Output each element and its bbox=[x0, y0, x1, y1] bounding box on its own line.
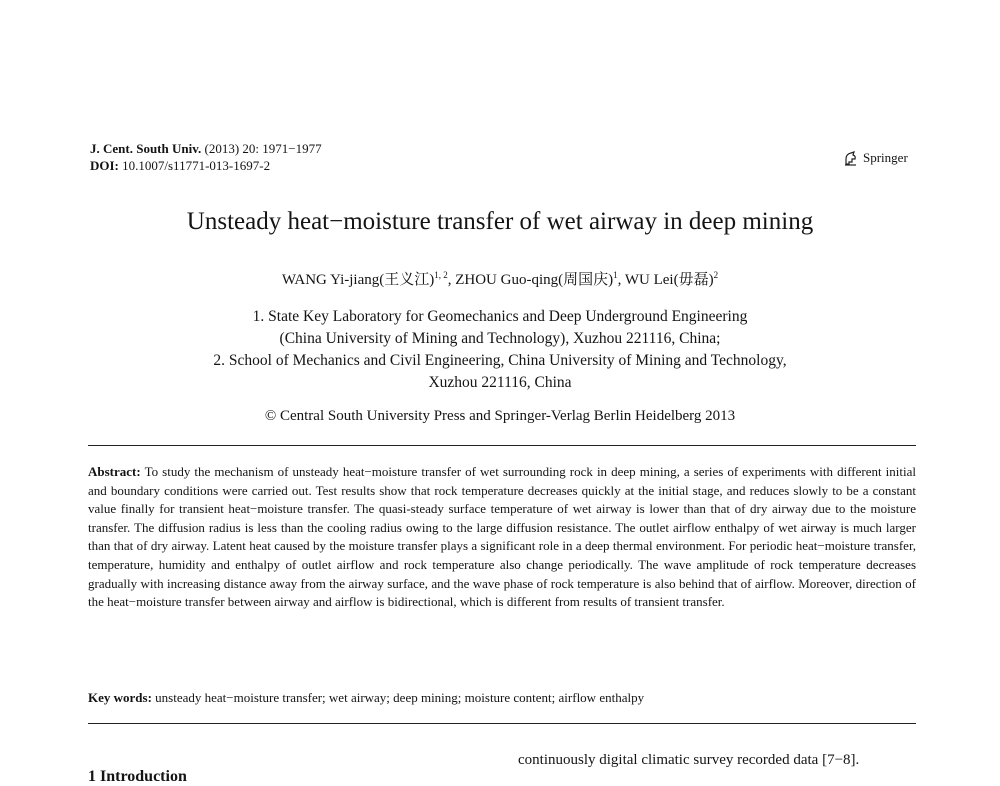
affiliation-line: 1. State Key Laboratory for Geomechanics and Deep Underground Engineering bbox=[252, 308, 748, 325]
author-1: WANG Yi-jiang(王义江) bbox=[281, 272, 435, 288]
keywords-block bbox=[88, 689, 916, 707]
doi-label: DOI: bbox=[90, 158, 119, 173]
author-2: ZHOU Guo-qing(周国庆) bbox=[455, 272, 614, 288]
copyright-notice: © Central South University Press and Springer-Verlag Berlin Heidelberg 2013 bbox=[264, 408, 736, 424]
divider-top bbox=[88, 445, 916, 446]
paper-title: Unsteady heat−moisture transfer of wet airway in deep mining bbox=[186, 208, 814, 235]
divider-bottom bbox=[88, 723, 916, 724]
affiliation-line: Xuzhou 221116, China bbox=[428, 374, 572, 391]
doi-line bbox=[90, 157, 322, 174]
affiliations bbox=[0, 306, 1000, 394]
body-text-line: continuously digital climatic survey recorded data [7−8]. bbox=[518, 752, 860, 768]
author-3: WU Lei(毋磊) bbox=[624, 272, 714, 288]
publisher-logo bbox=[843, 150, 908, 166]
keywords-text: unsteady heat−moisture transfer; wet airway; deep mining; moisture content; airflow enthalpy bbox=[155, 690, 645, 705]
journal-citation: (2013) 20: 1971−1977 bbox=[204, 141, 322, 156]
section-heading: 1 Introduction bbox=[88, 768, 187, 785]
author-2-affiliation: 1 bbox=[613, 270, 618, 280]
abstract-text: To study the mechanism of unsteady heat−moisture transfer of wet surrounding rock in deep mining, a series of experiments with different initial and boundary conditions were carried out. Test results show that rock temperature decreases quickly at the initial stage, and reduces slowly to be a constant value finally for transient heat−moisture transfer. The quasi-steady surface temperature of wet airway is lower than that of dry airway due to the moisture transfer. The diffusion radius is less than the cooling radius owing to the large diffusion resistance. The outlet airflow enthalpy of wet airway is much larger than that of dry airway. Latent heat caused by the moisture transfer plays a significant role in a deep thermal environment. For periodic heat−moisture transfer, temperature, humidity and enthalpy of outlet airflow and rock temperature also change periodically. The wave amplitude of rock temperature decreases gradually with increasing distance away from the airway surface, and the wave phase of rock temperature is also behind that of airflow. Moreover, direction of the heat−moisture transfer between airway and airflow is bidirectional, which is different from results of transient transfer. bbox=[88, 464, 916, 610]
journal-citation-line bbox=[90, 140, 322, 157]
springer-horse-icon bbox=[843, 150, 859, 166]
doi-value[interactable]: 10.1007/s11771-013-1697-2 bbox=[122, 158, 271, 173]
journal-info bbox=[90, 140, 322, 174]
affiliation-line: 2. School of Mechanics and Civil Engineering, China University of Mining and Technology, bbox=[213, 352, 787, 369]
author-3-affiliation: 2 bbox=[713, 270, 719, 280]
affiliation-line: (China University of Mining and Technology), Xuzhou 221116, China; bbox=[279, 330, 721, 347]
abstract-label: Abstract: bbox=[88, 464, 141, 479]
journal-name: J. Cent. South Univ. bbox=[90, 141, 202, 156]
abstract-block bbox=[88, 463, 916, 612]
keywords-label: Key words: bbox=[88, 690, 152, 705]
author-1-affiliation: 1, 2 bbox=[434, 270, 448, 280]
publisher-name: Springer bbox=[863, 150, 908, 165]
author-list: WANG Yi-jiang(王义江)$^{1, 2}$, ZHOU Guo-qing(周国庆)$^1$, WU Lei(毋磊)$^2$ bbox=[281, 270, 719, 288]
